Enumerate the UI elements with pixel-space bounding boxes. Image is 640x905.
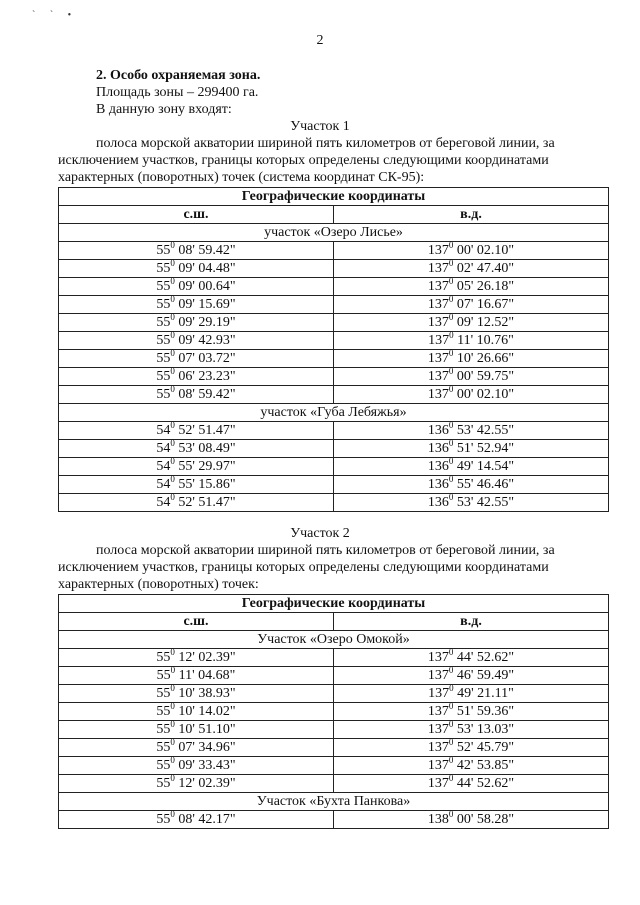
latitude-cell	[59, 700, 334, 721]
latitude-cell-minutes-seconds: 53' 08.49"	[174, 440, 236, 456]
longitude-cell-degrees: 137	[428, 685, 450, 701]
longitude-cell-minutes-seconds: 00' 59.75"	[453, 368, 515, 384]
latitude-cell	[59, 473, 334, 494]
latitude-cell-degrees: 55	[156, 314, 171, 330]
table-row	[59, 775, 609, 793]
table-row	[59, 332, 609, 350]
latitude-cell	[59, 736, 334, 757]
table-row	[59, 811, 609, 829]
degree-sign: 0	[170, 419, 175, 430]
table-row	[59, 721, 609, 739]
degree-sign: 0	[170, 664, 176, 675]
longitude-cell	[334, 455, 609, 476]
longitude-cell-minutes-seconds: 00' 58.28"	[453, 811, 515, 827]
longitude-cell-minutes-seconds: 53' 13.03"	[453, 721, 515, 737]
degree-sign: 0	[170, 383, 175, 394]
column-header-latitude: с.ш.	[59, 206, 334, 224]
table-row	[59, 386, 609, 404]
longitude-cell-degrees: 136	[427, 476, 449, 492]
longitude-cell-degrees: 137	[427, 667, 449, 683]
longitude-cell	[334, 646, 609, 667]
latitude-cell	[59, 239, 334, 260]
latitude-cell-minutes-seconds: 12' 02.39"	[174, 775, 236, 791]
column-header-longitude: в.д.	[334, 613, 609, 631]
longitude-cell-minutes-seconds: 09' 12.52"	[453, 314, 515, 330]
longitude-cell-minutes-seconds: 07' 16.67"	[453, 296, 515, 312]
longitude-cell-degrees: 138	[427, 811, 449, 827]
table-row	[59, 242, 609, 260]
table-row	[59, 649, 609, 667]
latitude-cell	[59, 754, 334, 775]
degree-sign: 0	[170, 646, 175, 657]
degree-sign: 0	[170, 491, 175, 502]
latitude-cell	[59, 419, 334, 440]
longitude-cell-minutes-seconds: 49' 21.11"	[453, 685, 514, 701]
latitude-cell-minutes-seconds: 52' 51.47"	[174, 422, 236, 438]
latitude-cell-degrees: 55	[156, 260, 171, 276]
latitude-cell-minutes-seconds: 09' 29.19"	[174, 314, 236, 330]
degree-sign: 0	[170, 257, 175, 268]
longitude-cell-minutes-seconds: 00' 02.10"	[453, 242, 515, 258]
longitude-cell-degrees: 137	[427, 296, 449, 312]
parcel-2-desc-line-2: исключением участков, границы которых определены следующими координатами	[58, 560, 549, 575]
latitude-cell-degrees: 55	[156, 685, 171, 701]
degree-sign: 0	[448, 311, 454, 322]
longitude-cell-minutes-seconds: 02' 47.40"	[453, 260, 515, 276]
longitude-cell	[334, 437, 609, 458]
longitude-cell-degrees: 136	[427, 494, 449, 510]
latitude-cell-minutes-seconds: 08' 59.42"	[174, 242, 236, 258]
latitude-cell-minutes-seconds: 08' 42.17"	[174, 811, 236, 827]
group-title: участок «Губа Лебяжья»	[59, 404, 609, 422]
zone-area: Площадь зоны – 299400 га.	[96, 85, 259, 100]
longitude-cell	[334, 473, 609, 494]
scan-marks: ` ` •	[32, 10, 78, 21]
degree-sign: 0	[170, 754, 175, 765]
longitude-cell-degrees: 137	[427, 260, 449, 276]
latitude-cell	[59, 311, 334, 332]
table-row	[59, 685, 609, 703]
longitude-cell	[334, 347, 609, 368]
latitude-cell-minutes-seconds: 08' 59.42"	[174, 386, 236, 402]
latitude-cell	[59, 646, 334, 667]
longitude-cell-minutes-seconds: 44' 52.62"	[453, 775, 515, 791]
table-row	[59, 739, 609, 757]
column-header-longitude: в.д.	[334, 206, 609, 224]
degree-sign: 0	[448, 473, 454, 484]
longitude-cell	[334, 754, 609, 775]
longitude-cell-minutes-seconds: 49' 14.54"	[453, 458, 515, 474]
degree-sign: 0	[448, 275, 454, 286]
degree-sign: 0	[170, 365, 175, 376]
latitude-cell-degrees: 54	[156, 476, 171, 492]
parcel-1-desc-line-1: полоса морской акватории шириной пять километров от береговой линии, за	[96, 136, 555, 151]
longitude-cell	[334, 491, 609, 512]
section-heading: 2. Особо охраняемая зона.	[96, 68, 261, 83]
table-row	[59, 350, 609, 368]
table-row	[59, 703, 609, 721]
longitude-cell	[334, 383, 609, 404]
table-row	[59, 494, 609, 512]
group-title: участок «Озеро Лисье»	[59, 224, 609, 242]
latitude-cell-minutes-seconds: 07' 03.72"	[174, 350, 236, 366]
group-title: Участок «Бухта Панкова»	[59, 793, 609, 811]
longitude-cell-degrees: 137	[427, 703, 449, 719]
longitude-cell	[334, 772, 609, 793]
longitude-cell	[334, 365, 609, 386]
latitude-cell-degrees: 55	[156, 278, 171, 294]
degree-sign: 0	[448, 664, 454, 675]
longitude-cell-degrees: 137	[427, 386, 449, 402]
parcel-1-coordinates-table	[58, 187, 609, 512]
latitude-cell-minutes-seconds: 12' 02.39"	[174, 649, 236, 665]
longitude-cell-minutes-seconds: 53' 42.55"	[453, 494, 515, 510]
latitude-cell-degrees: 55	[156, 296, 171, 312]
latitude-cell	[59, 365, 334, 386]
latitude-cell	[59, 437, 334, 458]
page-number: 2	[316, 33, 324, 48]
degree-sign: 0	[448, 293, 454, 304]
longitude-cell-degrees: 137	[427, 739, 449, 755]
column-header-latitude: с.ш.	[59, 613, 334, 631]
longitude-cell-minutes-seconds: 55' 46.46"	[453, 476, 515, 492]
longitude-cell	[334, 664, 609, 685]
table-row	[59, 368, 609, 386]
latitude-cell-minutes-seconds: 09' 04.48"	[174, 260, 236, 276]
latitude-cell	[59, 808, 334, 829]
degree-sign: 0	[448, 437, 454, 448]
degree-sign: 0	[170, 311, 175, 322]
longitude-cell	[334, 700, 609, 721]
degree-sign: 0	[448, 419, 454, 430]
longitude-cell	[334, 275, 609, 296]
longitude-cell-minutes-seconds: 51' 59.36"	[453, 703, 515, 719]
table-row	[59, 296, 609, 314]
longitude-cell-minutes-seconds: 46' 59.49"	[453, 667, 515, 683]
table-row	[59, 757, 609, 775]
degree-sign: 0	[448, 736, 454, 747]
longitude-cell	[334, 293, 609, 314]
latitude-cell-degrees: 55	[156, 811, 171, 827]
degree-sign: 0	[448, 257, 454, 268]
latitude-cell	[59, 664, 334, 685]
parcel-1-desc-line-3: характерных (поворотных) точек (система координат СК-95):	[58, 170, 425, 185]
parcel-1-desc-line-2: исключением участков, границы которых определены следующими координатами	[58, 153, 549, 168]
latitude-cell	[59, 383, 334, 404]
longitude-cell-minutes-seconds: 05' 26.18"	[453, 278, 515, 294]
longitude-cell-degrees: 136	[427, 422, 449, 438]
degree-sign: 0	[448, 700, 454, 711]
longitude-cell-minutes-seconds: 42' 53.85"	[453, 757, 515, 773]
longitude-cell-degrees: 137	[427, 368, 449, 384]
degree-sign: 0	[448, 754, 454, 765]
table-row	[59, 278, 609, 296]
latitude-cell-minutes-seconds: 09' 33.43"	[174, 757, 236, 773]
latitude-cell-minutes-seconds: 09' 15.69"	[174, 296, 236, 312]
degree-sign: 0	[170, 455, 175, 466]
longitude-cell-minutes-seconds: 51' 52.94"	[453, 440, 515, 456]
parcel-1-description	[58, 135, 606, 186]
degree-sign: 0	[448, 718, 454, 729]
longitude-cell-degrees: 137	[427, 278, 449, 294]
degree-sign: 0	[170, 473, 175, 484]
longitude-cell	[334, 808, 609, 829]
latitude-cell-degrees: 55	[156, 649, 171, 665]
parcel-1-title: Участок 1	[290, 119, 350, 134]
longitude-cell	[334, 329, 609, 350]
degree-sign: 0	[449, 329, 454, 340]
longitude-cell	[334, 736, 609, 757]
longitude-cell-degrees: 137	[427, 314, 449, 330]
latitude-cell-degrees: 54	[156, 458, 171, 474]
latitude-cell	[59, 491, 334, 512]
degree-sign: 0	[170, 808, 175, 819]
parcel-2-desc-line-1: полоса морской акватории шириной пять километров от береговой линии, за	[96, 543, 555, 558]
latitude-cell-minutes-seconds: 55' 15.86"	[174, 476, 236, 492]
degree-sign: 0	[170, 682, 175, 693]
longitude-cell-minutes-seconds: 00' 02.10"	[453, 386, 515, 402]
table-row	[59, 667, 609, 685]
latitude-cell-minutes-seconds: 09' 42.93"	[174, 332, 236, 348]
degree-sign: 0	[448, 365, 454, 376]
degree-sign: 0	[448, 808, 454, 819]
longitude-cell-degrees: 137	[427, 775, 449, 791]
degree-sign: 0	[448, 772, 454, 783]
latitude-cell	[59, 682, 334, 703]
longitude-cell-degrees: 137	[428, 332, 450, 348]
latitude-cell-degrees: 55	[156, 332, 171, 348]
table-row	[59, 476, 609, 494]
latitude-cell-degrees: 54	[156, 494, 171, 510]
degree-sign: 0	[170, 718, 175, 729]
latitude-cell	[59, 772, 334, 793]
degree-sign: 0	[449, 682, 454, 693]
degree-sign: 0	[448, 239, 454, 250]
degree-sign: 0	[448, 646, 454, 657]
degree-sign: 0	[170, 239, 175, 250]
longitude-cell-degrees: 136	[427, 440, 449, 456]
latitude-cell-minutes-seconds: 52' 51.47"	[174, 494, 236, 510]
table-row	[59, 314, 609, 332]
latitude-cell-minutes-seconds: 10' 38.93"	[174, 685, 236, 701]
parcel-2-description	[58, 542, 606, 593]
longitude-cell	[334, 718, 609, 739]
latitude-cell-degrees: 55	[156, 350, 171, 366]
latitude-cell-degrees: 55	[156, 757, 171, 773]
degree-sign: 0	[170, 700, 175, 711]
latitude-cell-minutes-seconds: 10' 14.02"	[174, 703, 236, 719]
latitude-cell	[59, 347, 334, 368]
degree-sign: 0	[170, 275, 175, 286]
longitude-cell-degrees: 137	[427, 242, 449, 258]
latitude-cell-degrees: 55	[156, 739, 171, 755]
degree-sign: 0	[170, 437, 175, 448]
longitude-cell	[334, 419, 609, 440]
longitude-cell-minutes-seconds: 53' 42.55"	[453, 422, 515, 438]
longitude-cell-minutes-seconds: 11' 10.76"	[453, 332, 514, 348]
latitude-cell-degrees: 55	[156, 368, 171, 384]
latitude-cell-minutes-seconds: 06' 23.23"	[174, 368, 236, 384]
degree-sign: 0	[170, 736, 175, 747]
longitude-cell	[334, 257, 609, 278]
latitude-cell-minutes-seconds: 09' 00.64"	[174, 278, 236, 294]
degree-sign: 0	[448, 455, 454, 466]
table-row	[59, 440, 609, 458]
longitude-cell-degrees: 137	[427, 757, 449, 773]
degree-sign: 0	[448, 383, 454, 394]
table-row	[59, 458, 609, 476]
zone-includes: В данную зону входят:	[96, 102, 232, 117]
latitude-cell-degrees: 55	[156, 667, 171, 683]
latitude-cell	[59, 275, 334, 296]
longitude-cell	[334, 311, 609, 332]
latitude-cell-minutes-seconds: 55' 29.97"	[174, 458, 236, 474]
table-row	[59, 260, 609, 278]
latitude-cell	[59, 455, 334, 476]
longitude-cell-degrees: 136	[427, 458, 449, 474]
latitude-cell-minutes-seconds: 11' 04.68"	[175, 667, 236, 683]
latitude-cell-minutes-seconds: 07' 34.96"	[174, 739, 236, 755]
table-row	[59, 422, 609, 440]
degree-sign: 0	[448, 491, 454, 502]
degree-sign: 0	[170, 329, 175, 340]
longitude-cell-degrees: 137	[427, 649, 449, 665]
longitude-cell	[334, 682, 609, 703]
parcel-2-desc-line-3: характерных (поворотных) точек:	[58, 577, 259, 592]
longitude-cell-minutes-seconds: 44' 52.62"	[453, 649, 515, 665]
latitude-cell	[59, 257, 334, 278]
group-title: Участок «Озеро Омокой»	[59, 631, 609, 649]
parcel-2-title: Участок 2	[290, 526, 350, 541]
longitude-cell-minutes-seconds: 10' 26.66"	[453, 350, 515, 366]
latitude-cell-minutes-seconds: 10' 51.10"	[174, 721, 236, 737]
latitude-cell	[59, 293, 334, 314]
longitude-cell-minutes-seconds: 52' 45.79"	[453, 739, 515, 755]
latitude-cell-degrees: 54	[156, 440, 171, 456]
latitude-cell-degrees: 55	[156, 703, 171, 719]
longitude-cell-degrees: 137	[427, 350, 449, 366]
latitude-cell-degrees: 54	[156, 422, 171, 438]
degree-sign: 0	[170, 772, 175, 783]
latitude-cell-degrees: 55	[156, 386, 171, 402]
longitude-cell-degrees: 137	[427, 721, 449, 737]
latitude-cell	[59, 718, 334, 739]
latitude-cell-degrees: 55	[156, 775, 171, 791]
degree-sign: 0	[170, 347, 175, 358]
table-header: Географические координаты	[59, 188, 609, 206]
latitude-cell-degrees: 55	[156, 242, 171, 258]
latitude-cell-degrees: 55	[156, 721, 171, 737]
degree-sign: 0	[170, 293, 175, 304]
parcel-2-coordinates-table	[58, 594, 609, 829]
longitude-cell	[334, 239, 609, 260]
degree-sign: 0	[448, 347, 454, 358]
latitude-cell	[59, 329, 334, 350]
table-header: Географические координаты	[59, 595, 609, 613]
